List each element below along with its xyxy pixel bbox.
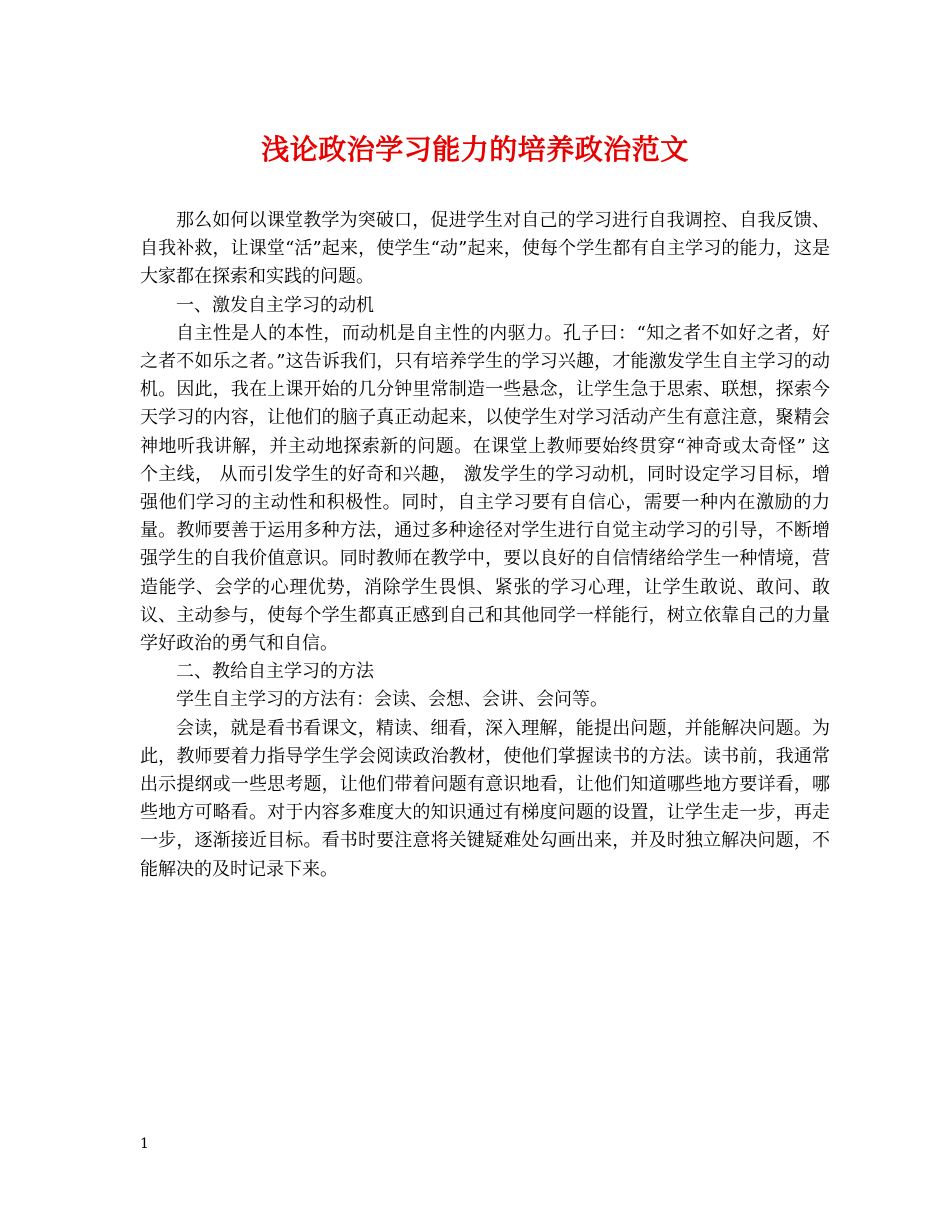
body-paragraph: 自主性是人的本性，而动机是自主性的内驱力。孔子曰：“知之者不如好之者，好之者不如乐之者。”这告诉我们，只有培养学生的学习兴趣，才能激发学生自主学习的动机。因此，我在上课开始的几分钟里常制造一些悬念，让学生急于思索、联想，探索今天学习的内容，让他们的脑子真正动起来，以使学生对学习活动产生有意注意，聚精会神地听我讲解，并主动地探索新的问题。在课堂上教师要始终贯穿“神奇或太奇怪” 这个主线， 从而引发学生的好奇和兴趣， 激发学生的学习动机，同时设定学习目标，增强他们学习的主动性和积极性。同时，自主学习要有自信心，需要一种内在激励的力量。教师要善于运用多种方法，通过多种途径对学生进行自觉主动学习的引导，不断增强学生的自我价值意识。同时教师在教学中，要以良好的自信情绪给学生一种情境，营造能学、会学的心理优势，消除学生畏惧、紧张的学习心理，让学生敢说、敢问、敢议、主动参与，使每个学生都真正感到自己和其他同学一样能行，树立依靠自己的力量学好政治的勇气和自信。	[140, 322, 830, 655]
section-heading: 一、激发自主学习的动机	[176, 294, 374, 316]
document-body	[140, 207, 830, 884]
body-paragraph: 那么如何以课堂教学为突破口，促进学生对自己的学习进行自我调控、自我反馈、自我补救，让课堂“活”起来，使学生“动”起来，使每个学生都有自主学习的能力，这是大家都在探索和实践的问题。	[140, 210, 830, 288]
body-paragraph: 会读，就是看书看课文，精读、细看，深入理解，能提出问题，并能解决问题。为此，教师要着力指导学生学会阅读政治教材，使他们掌握读书的方法。读书前，我通常出示提纲或一些思考题，让他们带着问题有意识地看，让他们知道哪些地方要详看，哪些地方可略看。对于内容多难度大的知识通过有梯度问题的设置，让学生走一步，再走一步，逐渐接近目标。看书时要注意将关键疑难处勾画出来，并及时独立解决问题，不能解决的及时记录下来。	[140, 717, 830, 880]
section-heading: 二、教给自主学习的方法	[176, 661, 374, 683]
body-paragraph: 学生自主学习的方法有：会读、会想、会讲、会问等。	[176, 689, 608, 711]
document-title: 浅论政治学习能力的培养政治范文	[261, 133, 689, 166]
page-number: 1	[140, 1136, 149, 1152]
